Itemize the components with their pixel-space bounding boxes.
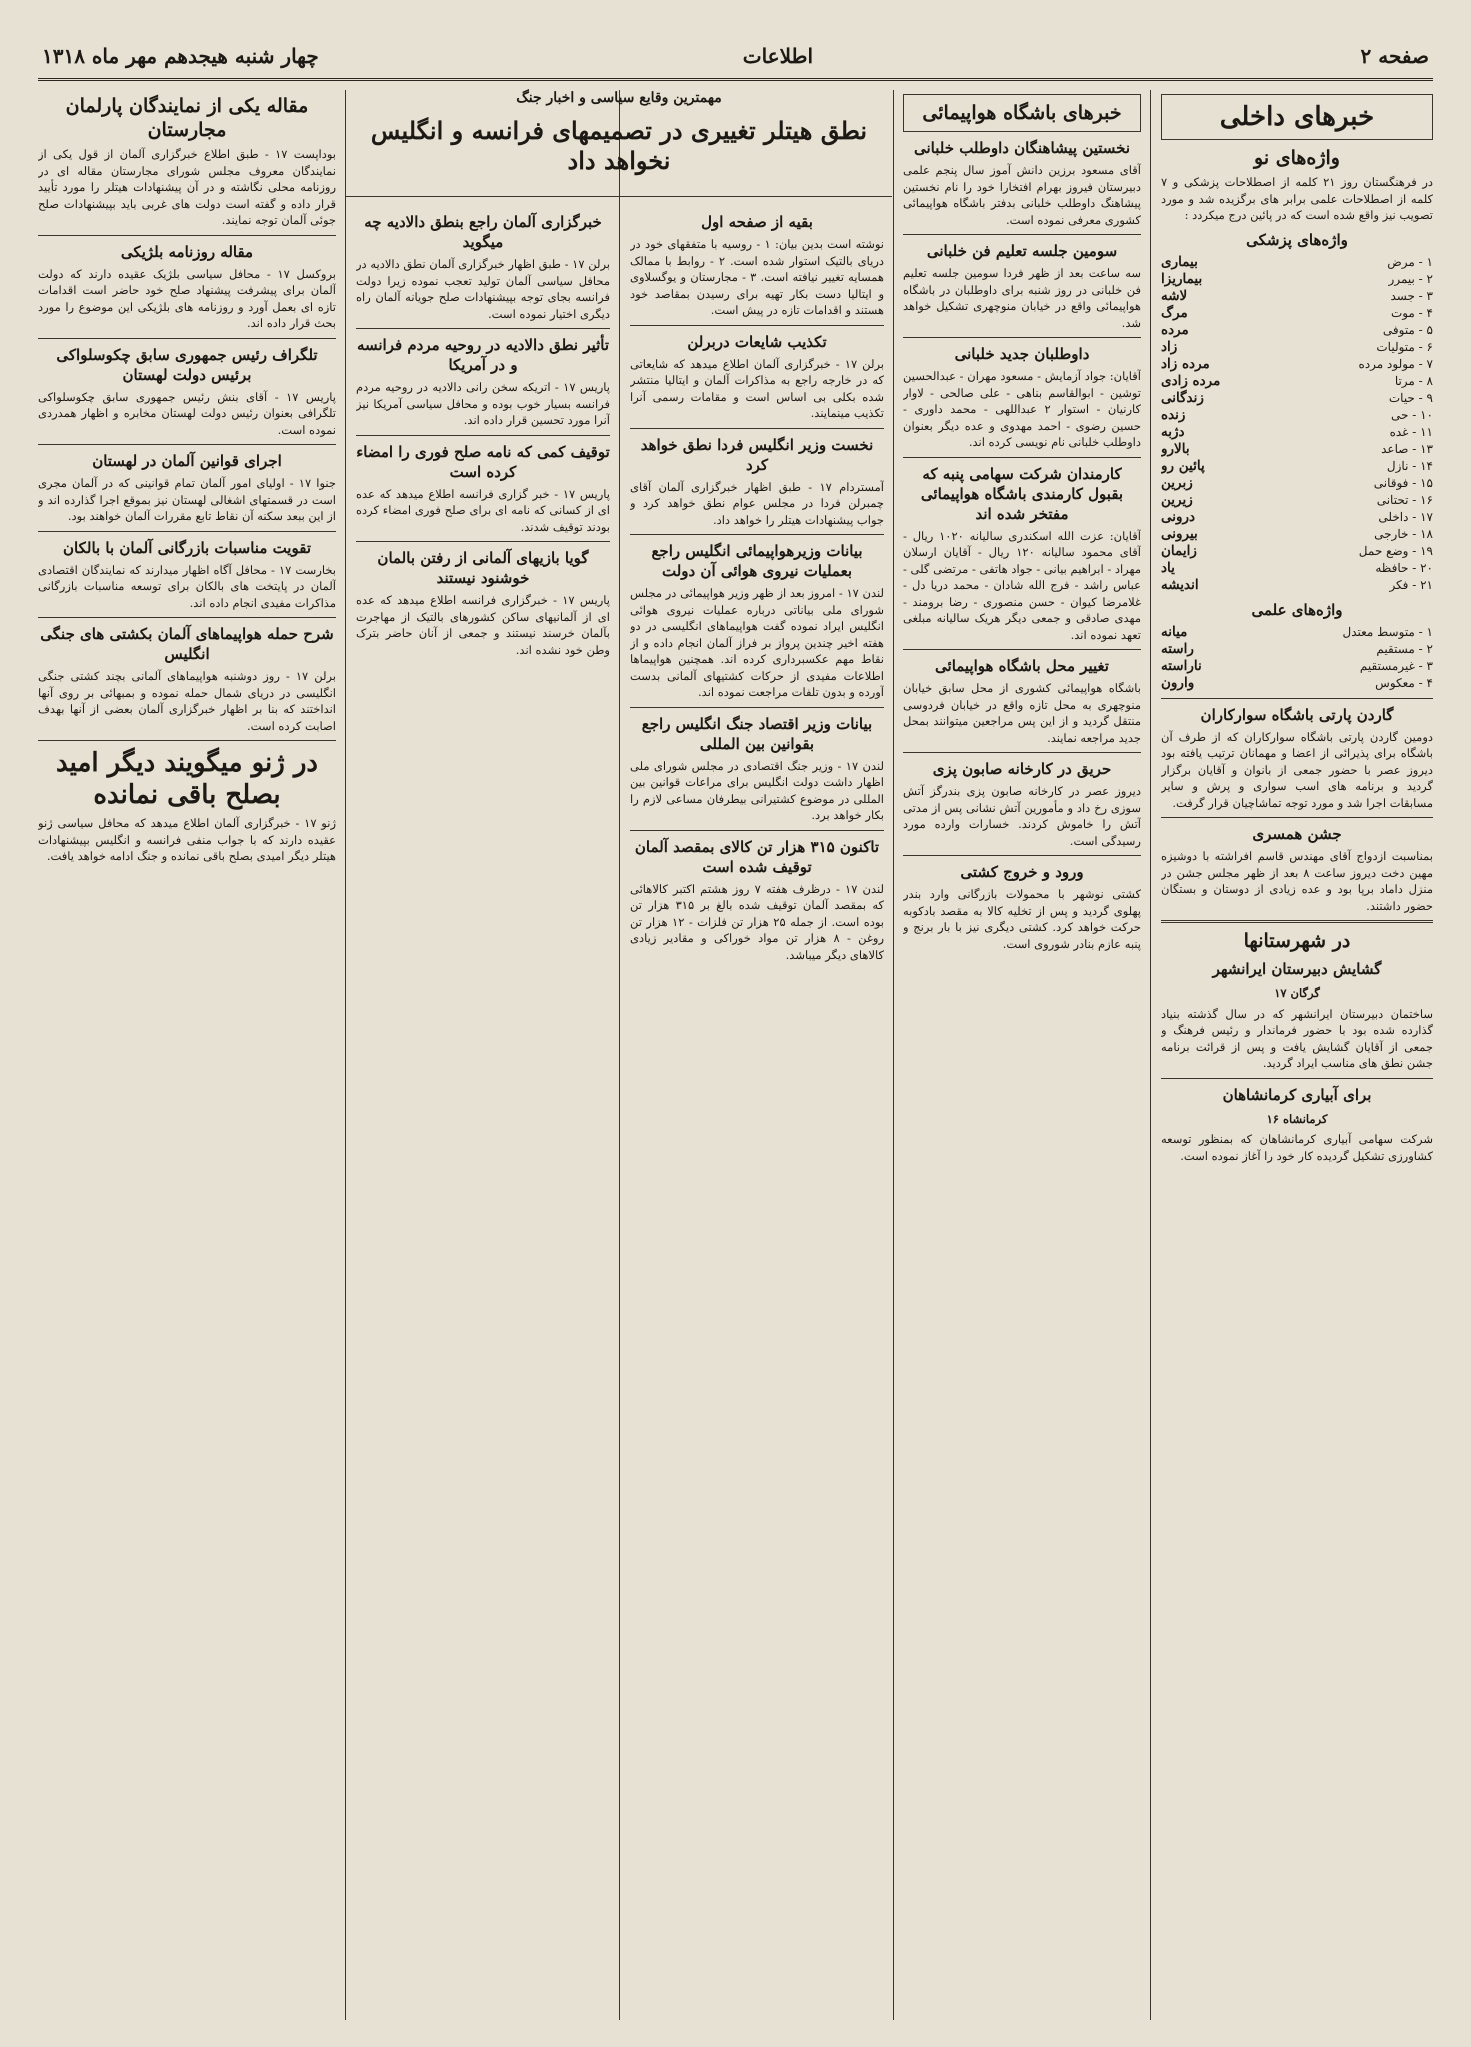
hungarian-mp-heading: مقاله یکی از نمایندگان پارلمان مجارستان	[65, 95, 309, 141]
berlin-denial-text: برلن ۱۷ - خبرگزاری آلمان اطلاع میدهد که شایعاتی که در خارجه راجع به مذاکرات آلمان و ایتالیا منتشر شده بکلی بی اساس است و مقامات رسمی آنرا تکذیب مینمایند.	[630, 356, 884, 420]
new-volunteers-text: آقایان: جواد آزمایش - مسعود مهران - عبدالحسین توشین - ابوالقاسم بناهی - علی صالحی - لاوار کارنیان - استوار ۲ عبداللهی - محمد داوری - حسین رضوی - احمد مهدوی و عده دیگر بعنوان داوطلب خلبانی نام نویسی کرده اند.	[903, 369, 1141, 449]
war-news-banner	[346, 88, 892, 197]
benes-telegram-heading: تلگراف رئیس جمهوری سابق چکوسلواکی برئیس دولت لهستان	[56, 345, 318, 384]
vocab-old-term: ۱۹ - وضع حمل	[1358, 543, 1433, 558]
vocab-row	[1161, 390, 1433, 407]
column-rule	[345, 90, 346, 2020]
war-news-column-a	[630, 206, 884, 2021]
vocab-new-term: راسته	[1161, 640, 1194, 657]
vocab-new-term: لاشه	[1161, 287, 1188, 304]
newspaper-page	[38, 38, 1433, 2028]
page-number: صفحه ۲	[1360, 44, 1429, 68]
issue-date: چهار شنبه هیجدهم مهر ماه ۱۳۱۸	[42, 44, 319, 68]
german-press-heading: خبرگزاری آلمان راجع بنطق دالادیه چه میگوید	[364, 213, 602, 251]
column-rule	[893, 90, 894, 2020]
vocab-old-term: ۶ - متولیات	[1376, 339, 1433, 354]
vocab-new-term: مرگ	[1161, 304, 1188, 321]
vocab-row	[1161, 458, 1433, 475]
irrigation-dateline: کرمانشاه ۱۶	[1266, 1111, 1328, 1126]
vocab-new-term: یاد	[1161, 559, 1175, 576]
war-news-headline: نطق هیتلر تغییری در تصمیمهای فرانسه و انگلیس نخواهد داد	[370, 116, 868, 175]
hungarian-mp-text: بوداپست ۱۷ - طبق اطلاع خبرگزاری آلمان از قول یکی از نمایندگان معروف مجلس شورای مجارستان مقاله ای در روزنامه محلی نگاشته و در آن پیشنهادات هیتلر را مورد تأیید قرار داده و گفته است دولت های غربی باید بپیشنهادات صلح جوئی آلمان توجه نمایند.	[38, 147, 336, 227]
ships-text: کشتی نوشهر با محمولات بازرگانی وارد بندر پهلوی گردید و پس از تخلیه کالا به مقصد بادکوبه حرکت خواهد کرد. کشتی دیگری نیز با بار برنج و پنبه عازم بنادر شوروی است.	[903, 887, 1141, 951]
vocab-old-term: ۲۱ - فکر	[1389, 577, 1433, 592]
club-relocation-text: باشگاه هواپیمائی کشوری از محل سابق خیابان منوچهری به محل تازه واقع در خیابان فردوسی منتقل گردید و از این پس مراجعین میتوانند بمحل جدید مراجعه نمایند.	[903, 681, 1141, 745]
wedding-title: جشن همسری	[1252, 825, 1342, 843]
daladier-effect-text: پاریس ۱۷ - اتریکه سخن رانی دالادیه در روحیه مردم فرانسه بسیار خوب بوده و محافل سیاسی آمریکا نیز آنرا مورد تحسین قرار داده اند.	[356, 380, 610, 427]
vocab-old-term: ۱۵ - فوقانی	[1373, 475, 1433, 490]
first-scouts-text: آقای مسعود برزین دانش آموز سال پنجم علمی دبیرستان فیروز بهرام افتخارا خود را نام نخستین پیشاهنگ داوطلب خلبانی بدفتر باشگاه هواپیمائی کشوری معرفی نموده است.	[903, 163, 1141, 227]
cotton-employees-text: آقایان: عزت الله اسکندری ساليانه ۱۰۲۰ ریال - آقای محمود ساليانه ۱۲۰ ریال - آقایان ارسلان مهراد - ابراهیم بیانی - جواد هاتفی - مرتضی گلی - عباس راشد - فرج الله شادان - محمد دریا دل - غلامرضا کیوان - حسن منصوری - رضا برومند - مهدی صادقی و جمعی دیگر هریک سالیانه مبلغی تعهد نموده اند.	[903, 528, 1141, 642]
vocab-new-term: ناراسته	[1161, 657, 1202, 674]
vocab-new-term: وارون	[1161, 674, 1195, 691]
vocab-new-term: بیرونی	[1161, 525, 1198, 542]
vocab-new-term: بیماریزا	[1161, 270, 1203, 287]
vocab-row	[1161, 373, 1433, 390]
german-laws-poland-text: جنوا ۱۷ - اولیای امور آلمان تمام قوانینی که در آلمان مجری است در قسمتهای اشغالی لهستان نیز بموقع اجرا گذارده اند و از این ببعد سکنه آن نقاط تابع مقررات آلمان خواهند بود.	[38, 476, 336, 523]
new-words-intro: در فرهنگستان روز ۲۱ کلمه از اصطلاحات پزشکی و ۷ کلمه از اصطلاحات علمی برابر های برگزیده شد و مورد تصویب نیز واقع شده است که در پائین درج میکردد :	[1161, 175, 1433, 222]
air-minister-text: لندن ۱۷ - امروز بعد از ظهر وزیر هواپیمائی در مجلس شورای ملی بیاناتی درباره عملیات نیروی هوائی انگلیس ایراد نموده گفت هواپیماهای انگلیسی در دو هفته اخیر چندین پرواز بر فراز آلمان انجام داده و از نقاط مهم عکسبرداری کرده اند. همچنین هواپیماها اطلاعات مفیدی از حرکات کشتیهای آلمانی بدست آورده و بدون تلفات مراجعت نموده اند.	[630, 586, 884, 699]
vocab-row	[1161, 475, 1433, 492]
vocab-old-term: ۳ - غیرمستقیم	[1359, 658, 1433, 673]
chamberlain-heading: نخست وزیر انگلیس فردا نطق خواهد کرد	[640, 435, 874, 474]
vocab-row	[1161, 288, 1433, 305]
aviation-club-column	[903, 88, 1141, 2023]
vocab-row	[1161, 509, 1433, 526]
geneva-text: ژنو ۱۷ - خبرگزاری آلمان اطلاع میدهد که محافل سیاسی ژنو عقیده دارند که با جواب منفی فرانسه و انگلیس بپیشنهادات هیتلر دیگر امیدی بصلح باقی نمانده و جنگ ادامه خواهد یافت.	[38, 816, 336, 863]
vocab-row	[1161, 641, 1433, 658]
irrigation-title: برای آبیاری کرمانشاهان	[1222, 1085, 1372, 1104]
third-session-heading: سومین جلسه تعلیم فن خلبانی	[926, 242, 1118, 260]
vocab-row	[1161, 492, 1433, 509]
vocab-old-term: ۳ - جسد	[1390, 288, 1433, 303]
benes-telegram-text: پاریس ۱۷ - آقای بنش رئیس جمهوری سابق چکوسلواکی تلگرافی بعنوان رئیس دولت لهستان مخابره و اظهار همدردی نموده است.	[38, 389, 336, 437]
air-attack-text: برلن ۱۷ - روز دوشنبه هواپیماهای آلمانی بچند کشتی جنگی انگلیسی در دریای شمال حمله نموده و بمبهائی بر روی آنها انداختند که بنا بر اظهار خبرگزاری آلمان بعضی از آنها بهدف اصابت کرده است.	[38, 669, 336, 733]
medical-words-list	[1161, 254, 1433, 594]
new-words-title: واژه‌های نو	[1254, 147, 1340, 169]
vocab-new-term: زندگانی	[1161, 389, 1204, 406]
vocab-row	[1161, 424, 1433, 441]
vocab-new-term: میانه	[1161, 623, 1188, 640]
vocab-row	[1161, 577, 1433, 594]
new-volunteers-heading: داوطلبان جدید خلبانی	[954, 345, 1090, 363]
vocab-old-term: ۱۶ - تحتانی	[1376, 492, 1433, 507]
club-relocation-heading: تغییر محل باشگاه هواپیمائی	[935, 657, 1109, 675]
vocab-old-term: ۱۷ - داخلی	[1378, 509, 1433, 524]
vocab-new-term: مرده	[1161, 321, 1189, 338]
newspaper-name: اطلاعات	[742, 44, 813, 68]
vocab-new-term: زنده	[1161, 406, 1186, 423]
masthead	[38, 38, 1433, 81]
vocab-old-term: ۲ - مستقیم	[1376, 641, 1433, 656]
cotton-employees-heading: کارمندان شرکت سهامی پنبه که بقبول کارمندی باشگاه هواپیمائی مفتخر شده اند	[920, 464, 1124, 523]
vocab-old-term: ۱ - متوسط معتدل	[1342, 624, 1433, 639]
vocab-new-term: مرده زادی	[1161, 372, 1221, 389]
domestic-news-title: خبرهای داخلی	[1161, 94, 1433, 140]
vocab-new-term: مرده زاد	[1161, 355, 1210, 372]
vocab-row	[1161, 407, 1433, 424]
column-rule	[619, 90, 620, 2020]
vocab-old-term: ۹ - حیات	[1388, 390, 1433, 405]
war-news-superhead: مهمترین وقایع سیاسی و اخبار جنگ	[516, 90, 722, 106]
third-session-text: سه ساعت بعد از ظهر فردا سومین جلسه تعلیم فن خلبانی در روز شنبه برای داوطلبان در باشگاه هواپیمائی واقع در خیابان منوچهری تشکیل خواهد شد.	[903, 266, 1141, 330]
vocab-new-term: زبرین	[1161, 474, 1193, 491]
vocab-old-term: ۱۴ - نازل	[1386, 458, 1433, 473]
vocab-new-term: درونی	[1161, 508, 1196, 525]
vocab-row	[1161, 305, 1433, 322]
baltic-germans-heading: گویا بازیهای آلمانی از رفتن بالمان خوشنود نیستند	[377, 549, 589, 587]
vocab-row	[1161, 322, 1433, 339]
berlin-denial-heading: تکذیب شایعات دربرلن	[687, 332, 827, 351]
belgian-paper-heading: مقاله روزنامه بلژیکی	[120, 242, 254, 261]
vocab-row	[1161, 356, 1433, 373]
vocab-new-term: دژبه	[1161, 423, 1185, 440]
cities-section-title: در شهرستانها	[1243, 930, 1351, 952]
vocab-row	[1161, 339, 1433, 356]
vocab-old-term: ۱۳ - صاعد	[1381, 441, 1433, 456]
vocab-row	[1161, 254, 1433, 271]
chamberlain-text: آمستردام ۱۷ - طبق اظهار خبرگزاری آلمان آقای چمبرلن فردا در مجلس عوام نطق خواهد کرد و جواب پیشنهادات هیتلر را خواهد داد.	[630, 479, 884, 527]
air-minister-heading: بیانات وزیرهواپیمائی انگلیس راجع بعملیات نیروی هوائی آن دولت	[651, 542, 863, 580]
science-words-title: واژه‌های علمی	[1251, 600, 1343, 619]
vocab-old-term: ۲۰ - حافظه	[1375, 560, 1433, 575]
column-rule	[1150, 90, 1151, 2020]
vocab-old-term: ۲ - بیمرر	[1388, 271, 1433, 286]
seized-cargo-text: لندن ۱۷ - درظرف هفته ۷ روز هشتم اکتبر کالاهائی که بمقصد آلمان توقیف شده بالغ بر ۳۱۵ هزار تن بوده است. از جمله ۲۵ هزار تن فلزات - ۱۲ هزار تن روغن - ۸ هزار تن مواد خوراکی و مقادیر زیادی کالاهای دیگر میباشد.	[630, 881, 884, 962]
garden-party-title: گاردن پارتی باشگاه سوارکاران	[1200, 705, 1394, 724]
vocab-row	[1161, 441, 1433, 458]
war-news-column-b	[356, 206, 610, 2021]
wedding-text: بمناسبت ازدواج آقای مهندس قاسم افراشته با دوشیزه مهین دخت دیروز ساعت ۸ بعد از ظهر مجلس جشن در منزل داماد برپا بود و عده زیادی از دوستان و بستگان حضور داشتند.	[1161, 849, 1433, 913]
soap-factory-fire-heading: حریق در کارخانه صابون پزی	[932, 760, 1112, 778]
foreign-news-column	[38, 88, 336, 2023]
daladier-effect-heading: تأثیر نطق دالادیه در روحیه مردم فرانسه و در آمریکا	[356, 336, 610, 374]
vocab-row	[1161, 543, 1433, 560]
vocab-new-term: زاد	[1161, 338, 1178, 355]
vocab-row	[1161, 560, 1433, 577]
irrigation-text: شرکت سهامی آبیاری کرمانشاهان که بمنظور توسعه کشاورزی تشکیل گردیده کار خود را آغاز نموده است.	[1161, 1132, 1433, 1163]
economic-war-heading: بیانات وزیر اقتصاد جنگ انگلیس راجع بقوانین بین المللی	[641, 714, 873, 753]
vocab-new-term: زیرین	[1161, 491, 1193, 508]
vocab-row	[1161, 658, 1433, 675]
vocab-new-term: اندیشه	[1161, 576, 1199, 593]
vocab-row	[1161, 271, 1433, 288]
medical-words-title: واژه‌های پزشکی	[1246, 230, 1348, 249]
vocab-new-term: پائین رو	[1161, 457, 1205, 474]
peace-letter-arrests-heading: توقیف کمی که نامه صلح فوری را امضاء کرده است	[356, 442, 610, 481]
seized-cargo-heading: تاکنون ۳۱۵ هزار تن کالای بمقصد آلمان توقیف شده است	[634, 837, 880, 876]
vocab-old-term: ۵ - متوفی	[1382, 322, 1433, 337]
air-attack-heading: شرح حمله هواپیماهای آلمان بکشتی های جنگی انگلیس	[40, 625, 334, 663]
balkan-trade-text: بخارست ۱۷ - محافل آگاه اظهار میدارند که نمایندگان اقتصادی آلمان در پایتخت های بالکان برای توسعه مناسبات بازرگانی مذاکرات مفیدی انجام داده اند.	[38, 562, 336, 610]
vocab-row	[1161, 624, 1433, 641]
vocab-row	[1161, 675, 1433, 692]
garden-party-text: دومین گاردن پارتی باشگاه سوارکاران که از طرف آن باشگاه برای پذیرائی از اعضا و مهمانان ترتیب یافته بود دیروز عصر با حضور جمعی از بانوان و آقایان برگزار گردید و برنامه های اسب سواری و پرش و سایر مسابقات اجرا شد و مورد توجه تماشاچیان قرار گرفت.	[1161, 729, 1433, 810]
science-words-list	[1161, 624, 1433, 692]
aviation-club-title: خبرهای باشگاه هواپیمائی	[903, 94, 1141, 132]
vocab-new-term: بالارو	[1161, 440, 1190, 457]
vocab-old-term: ۸ - مرتا	[1394, 373, 1433, 388]
german-laws-poland-heading: اجرای قوانین آلمان در لهستان	[92, 452, 282, 470]
vocab-old-term: ۴ - معکوس	[1375, 675, 1433, 690]
vocab-old-term: ۴ - موت	[1390, 305, 1433, 320]
vocab-old-term: ۱ - مرض	[1387, 254, 1433, 269]
economic-war-text: لندن ۱۷ - وزیر جنگ اقتصادی در مجلس شورای ملی اظهار داشت دولت انگلیس برای مراعات قوانین بین المللی در موضوع کشتیرانی بیطرفان مساعی لازم را بکار خواهد برد.	[630, 758, 884, 822]
soap-factory-fire-text: دیروز عصر در کارخانه صابون پزی بندرگز آتش سوزی رخ داد و مأمورین آتش نشانی پس از مدتی آتش را خاموش کردند. خسارات وارده مورد رسیدگی است.	[903, 784, 1141, 848]
school-opening-title: گشایش دبیرستان ایرانشهر	[1212, 960, 1382, 978]
school-opening-text: ساختمان دبیرستان ایرانشهر که در سال گذشته بنیاد گذارده شده بود با حضور فرماندار و رئیس فرهنگ و جمعی از آقایان گشایش یافت و پس از قرائت برنامه جشن نطق های مناسب ایراد گردید.	[1161, 1006, 1433, 1070]
ships-heading: ورود و خروج کشتی	[960, 863, 1084, 881]
vocab-new-term: زایمان	[1161, 542, 1197, 559]
vocab-new-term: بیماری	[1161, 253, 1198, 270]
peace-letter-arrests-text: پاریس ۱۷ - خبر گزاری فرانسه اطلاع میدهد که عده ای از کسانی که نامه ای برای صلح فوری امضاء کرده بودند توقیف شدند.	[356, 486, 610, 534]
vocab-row	[1161, 526, 1433, 543]
first-scouts-heading: نخستین پیشاهنگان داوطلب خلبانی	[913, 139, 1131, 157]
balkan-trade-heading: تقویت مناسبات بازرگانی آلمان با بالکان	[63, 538, 311, 557]
school-opening-dateline: گرگان ۱۷	[1274, 986, 1320, 1000]
continued-heading: بقیه از صفحه اول	[701, 213, 813, 231]
baltic-germans-text: پاریس ۱۷ - خبرگزاری فرانسه اطلاع میدهد که عده ای از آلمانیهای ساکن کشورهای بالتیک از مهاجرت بآلمان خرسند نیستند و جمعی از آنان حاضر بترک وطن خود نشده اند.	[356, 593, 610, 657]
vocab-old-term: ۱۱ - غده	[1389, 424, 1433, 439]
belgian-paper-text: بروکسل ۱۷ - محافل سیاسی بلژیک عقیده دارند که دولت آلمان برای پیشرفت پیشنهاد صلح خود حاضر است اقدامات تازه ای بعمل آورد و روزنامه های بلژیکی این موضوع را مورد بحث قرار داده اند.	[38, 266, 336, 330]
domestic-news-column	[1161, 88, 1433, 2023]
vocab-old-term: ۷ - مولود مرده	[1358, 356, 1433, 371]
geneva-heading: در ژنو میگویند دیگر امید بصلح باقی نمانده	[55, 748, 319, 810]
german-press-text: برلن ۱۷ - طبق اظهار خبرگزاری آلمان نطق دالادیه در محافل سیاسی آلمان تولید تعجب نموده زیرا دولت فرانسه بجای توجه بپیشنهادات صلح جویانه آلمان راه دیگری اختیار نموده است.	[356, 257, 610, 321]
vocab-old-term: ۱۰ - حی	[1391, 407, 1433, 422]
continued-text: نوشته است بدین بیان: ۱ - روسیه با متفقهای خود در دریای بالتیک استوار شده است. ۲ - روابط با ممالک همسایه تغییر نیافته است. ۳ - مجارستان و یوگسلاوی و ایتالیا دست بکار تهیه برای رسیدن بمقاصد خود هستند و اقدامات تازه در پیش است.	[630, 237, 884, 317]
vocab-old-term: ۱۸ - خارجی	[1374, 526, 1433, 541]
